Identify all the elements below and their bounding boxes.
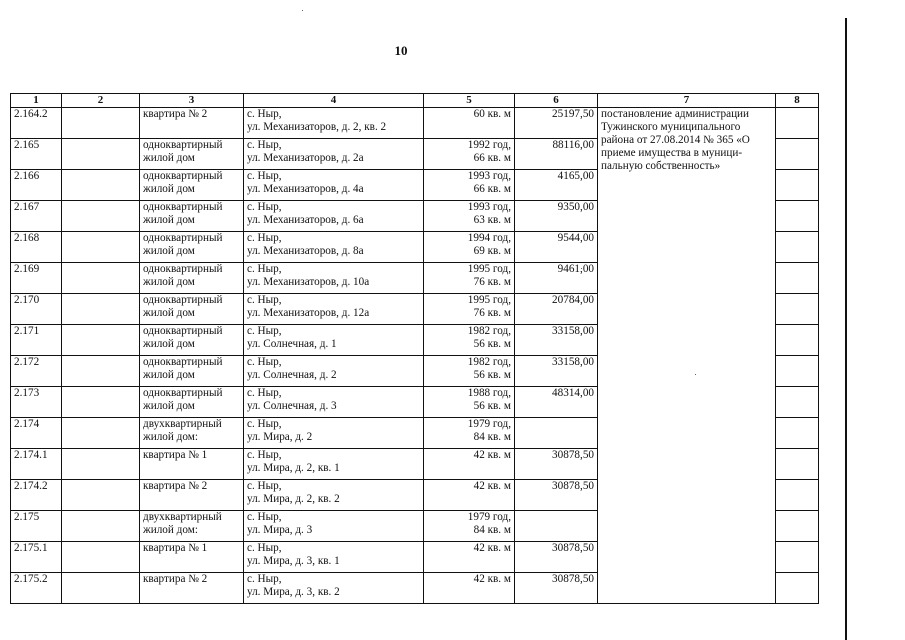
year-area-cell bbox=[424, 201, 515, 232]
cost-cell: 30878,50 bbox=[515, 449, 598, 480]
property-name-cell bbox=[140, 108, 244, 139]
cell-line: 1979 год, bbox=[467, 418, 511, 430]
column-8-cell bbox=[776, 356, 819, 387]
property-name-cell bbox=[140, 170, 244, 201]
item-number-cell: 2.174.2 bbox=[11, 480, 62, 511]
cell-line: с. Ныр, bbox=[247, 387, 282, 399]
column-2-cell bbox=[62, 418, 140, 449]
cell-line: ул. Мира, д. 3, кв. 1 bbox=[247, 555, 340, 567]
item-number-cell: 2.175 bbox=[11, 511, 62, 542]
cell-line: жилой дом bbox=[143, 214, 195, 226]
cell-line: ул. Мира, д. 3, кв. 2 bbox=[247, 586, 340, 598]
year-area-cell bbox=[424, 573, 515, 604]
cell-line: 66 кв. м bbox=[473, 183, 511, 195]
cell-line: 66 кв. м bbox=[473, 152, 511, 164]
column-8-cell bbox=[776, 201, 819, 232]
cell-line: 56 кв. м bbox=[473, 400, 511, 412]
year-area-cell bbox=[424, 418, 515, 449]
column-2-cell bbox=[62, 480, 140, 511]
property-name-cell bbox=[140, 480, 244, 511]
address-cell bbox=[244, 139, 424, 170]
property-name-cell bbox=[140, 263, 244, 294]
cell-line: пальную собственность» bbox=[601, 160, 721, 172]
property-name-cell bbox=[140, 294, 244, 325]
cell-line: одноквартирный bbox=[143, 325, 223, 337]
header-cell: 4 bbox=[244, 94, 424, 108]
cell-line: 56 кв. м bbox=[473, 338, 511, 350]
property-name-cell bbox=[140, 232, 244, 263]
header-row bbox=[11, 94, 819, 108]
address-cell bbox=[244, 511, 424, 542]
cost-cell bbox=[515, 418, 598, 449]
cell-line: 1982 год, bbox=[467, 325, 511, 337]
property-name-cell bbox=[140, 449, 244, 480]
cell-line: 1995 год, bbox=[467, 263, 511, 275]
cost-cell: 9350,00 bbox=[515, 201, 598, 232]
year-area-cell bbox=[424, 449, 515, 480]
cell-line: с. Ныр, bbox=[247, 418, 282, 430]
cell-line: с. Ныр, bbox=[247, 573, 282, 585]
cell-line: Тужинского муниципального bbox=[601, 121, 741, 133]
cell-line: 42 кв. м bbox=[473, 449, 511, 461]
cell-line: с. Ныр, bbox=[247, 108, 282, 120]
cell-line: с. Ныр, bbox=[247, 201, 282, 213]
header-cell: 5 bbox=[424, 94, 515, 108]
property-name-cell bbox=[140, 356, 244, 387]
cell-line: ул. Механизаторов, д. 4а bbox=[247, 183, 364, 195]
cell-line: постановление администрации bbox=[601, 108, 750, 120]
cell-line: с. Ныр, bbox=[247, 542, 282, 554]
header-cell: 7 bbox=[598, 94, 776, 108]
cell-line: ул. Солнечная, д. 2 bbox=[247, 369, 337, 381]
cell-line: ул. Мира, д. 2, кв. 1 bbox=[247, 462, 340, 474]
item-number-cell: 2.169 bbox=[11, 263, 62, 294]
column-2-cell bbox=[62, 325, 140, 356]
cost-cell: 30878,50 bbox=[515, 480, 598, 511]
cell-line: 1995 год, bbox=[467, 294, 511, 306]
property-name-cell bbox=[140, 418, 244, 449]
item-number-cell: 2.174 bbox=[11, 418, 62, 449]
column-2-cell bbox=[62, 387, 140, 418]
cell-line: района от 27.08.2014 № 365 «О bbox=[601, 134, 750, 146]
property-name-cell bbox=[140, 325, 244, 356]
cost-cell: 88116,00 bbox=[515, 139, 598, 170]
cell-line: одноквартирный bbox=[143, 294, 223, 306]
cell-line: 42 кв. м bbox=[473, 542, 511, 554]
cell-line: жилой дом bbox=[143, 400, 195, 412]
cell-line: ул. Мира, д. 2, кв. 2 bbox=[247, 493, 340, 505]
cost-cell: 9544,00 bbox=[515, 232, 598, 263]
cell-line: 76 кв. м bbox=[473, 276, 511, 288]
header-cell: 8 bbox=[776, 94, 819, 108]
cell-line: 1993 год, bbox=[467, 201, 511, 213]
cell-line: одноквартирный bbox=[143, 232, 223, 244]
cell-line: жилой дом bbox=[143, 152, 195, 164]
cell-line: 1982 год, bbox=[467, 356, 511, 368]
cell-line: с. Ныр, bbox=[247, 263, 282, 275]
cell-line: ул. Солнечная, д. 3 bbox=[247, 400, 337, 412]
year-area-cell bbox=[424, 511, 515, 542]
cell-line: 1993 год, bbox=[467, 170, 511, 182]
cell-line: 84 кв. м bbox=[473, 524, 511, 536]
cell-line: жилой дом bbox=[143, 276, 195, 288]
property-name-cell bbox=[140, 201, 244, 232]
item-number-cell: 2.166 bbox=[11, 170, 62, 201]
page-number: 10 bbox=[394, 43, 408, 58]
cell-line: квартира № 2 bbox=[143, 480, 208, 492]
column-8-cell bbox=[776, 232, 819, 263]
address-cell bbox=[244, 325, 424, 356]
cost-cell: 33158,00 bbox=[515, 356, 598, 387]
property-name-cell bbox=[140, 573, 244, 604]
column-8-cell bbox=[776, 449, 819, 480]
cell-line: с. Ныр, bbox=[247, 449, 282, 461]
column-8-cell bbox=[776, 387, 819, 418]
header-cell: 3 bbox=[140, 94, 244, 108]
property-register-table bbox=[10, 93, 819, 604]
cost-cell: 33158,00 bbox=[515, 325, 598, 356]
address-cell bbox=[244, 387, 424, 418]
address-cell bbox=[244, 480, 424, 511]
cell-line: 42 кв. м bbox=[473, 480, 511, 492]
item-number-cell: 2.168 bbox=[11, 232, 62, 263]
year-area-cell bbox=[424, 294, 515, 325]
year-area-cell bbox=[424, 232, 515, 263]
cell-line: 76 кв. м bbox=[473, 307, 511, 319]
item-number-cell: 2.174.1 bbox=[11, 449, 62, 480]
column-8-cell bbox=[776, 325, 819, 356]
item-number-cell: 2.172 bbox=[11, 356, 62, 387]
cell-line: ул. Механизаторов, д. 10а bbox=[247, 276, 370, 288]
item-number-cell: 2.175.1 bbox=[11, 542, 62, 573]
scan-speck bbox=[302, 10, 303, 11]
cell-line: 56 кв. м bbox=[473, 369, 511, 381]
column-8-cell bbox=[776, 294, 819, 325]
header-cell: 6 bbox=[515, 94, 598, 108]
cell-line: одноквартирный bbox=[143, 387, 223, 399]
cell-line: жилой дом bbox=[143, 183, 195, 195]
cost-cell: 9461,00 bbox=[515, 263, 598, 294]
column-8-cell bbox=[776, 170, 819, 201]
cell-line: с. Ныр, bbox=[247, 294, 282, 306]
cost-cell: 20784,00 bbox=[515, 294, 598, 325]
cell-line: ул. Механизаторов, д. 6а bbox=[247, 214, 364, 226]
cell-line: ул. Солнечная, д. 1 bbox=[247, 338, 337, 350]
column-2-cell bbox=[62, 201, 140, 232]
cell-line: одноквартирный bbox=[143, 263, 223, 275]
year-area-cell bbox=[424, 480, 515, 511]
cell-line: 60 кв. м bbox=[473, 108, 511, 120]
cell-line: с. Ныр, bbox=[247, 325, 282, 337]
cell-line: с. Ныр, bbox=[247, 232, 282, 244]
cell-line: 1979 год, bbox=[467, 511, 511, 523]
column-8-cell bbox=[776, 542, 819, 573]
cell-line: квартира № 2 bbox=[143, 573, 208, 585]
cell-line: квартира № 1 bbox=[143, 542, 208, 554]
cell-line: с. Ныр, bbox=[247, 511, 282, 523]
year-area-cell bbox=[424, 325, 515, 356]
cell-line: одноквартирный bbox=[143, 201, 223, 213]
property-name-cell bbox=[140, 542, 244, 573]
column-2-cell bbox=[62, 573, 140, 604]
column-8-cell bbox=[776, 139, 819, 170]
column-2-cell bbox=[62, 449, 140, 480]
column-2-cell bbox=[62, 294, 140, 325]
year-area-cell bbox=[424, 139, 515, 170]
cell-line: с. Ныр, bbox=[247, 356, 282, 368]
cell-line: 1992 год, bbox=[467, 139, 511, 151]
year-area-cell bbox=[424, 170, 515, 201]
address-cell bbox=[244, 108, 424, 139]
column-2-cell bbox=[62, 108, 140, 139]
cell-line: жилой дом bbox=[143, 245, 195, 257]
address-cell bbox=[244, 542, 424, 573]
basis-document-cell bbox=[598, 108, 776, 604]
cell-line: ул. Механизаторов, д. 2а bbox=[247, 152, 364, 164]
cell-line: двухквартирный bbox=[143, 418, 222, 430]
item-number-cell: 2.171 bbox=[11, 325, 62, 356]
column-2-cell bbox=[62, 263, 140, 294]
header-cell: 2 bbox=[62, 94, 140, 108]
cost-cell: 30878,50 bbox=[515, 573, 598, 604]
item-number-cell: 2.164.2 bbox=[11, 108, 62, 139]
cost-cell: 48314,00 bbox=[515, 387, 598, 418]
cell-line: 1988 год, bbox=[467, 387, 511, 399]
property-name-cell bbox=[140, 139, 244, 170]
cell-line: квартира № 2 bbox=[143, 108, 208, 120]
cell-line: ул. Механизаторов, д. 2, кв. 2 bbox=[247, 121, 387, 133]
cost-cell: 4165,00 bbox=[515, 170, 598, 201]
address-cell bbox=[244, 170, 424, 201]
address-cell bbox=[244, 232, 424, 263]
cost-cell bbox=[515, 511, 598, 542]
cell-line: одноквартирный bbox=[143, 139, 223, 151]
year-area-cell bbox=[424, 263, 515, 294]
cell-line: с. Ныр, bbox=[247, 170, 282, 182]
column-8-cell bbox=[776, 480, 819, 511]
cell-line: ул. Мира, д. 2 bbox=[247, 431, 313, 443]
cell-line: 84 кв. м bbox=[473, 431, 511, 443]
table-row bbox=[11, 108, 819, 139]
cell-line: 69 кв. м bbox=[473, 245, 511, 257]
item-number-cell: 2.165 bbox=[11, 139, 62, 170]
property-name-cell bbox=[140, 511, 244, 542]
cell-line: жилой дом bbox=[143, 338, 195, 350]
column-8-cell bbox=[776, 511, 819, 542]
year-area-cell bbox=[424, 387, 515, 418]
column-2-cell bbox=[62, 542, 140, 573]
cell-line: 1994 год, bbox=[467, 232, 511, 244]
address-cell bbox=[244, 449, 424, 480]
address-cell bbox=[244, 201, 424, 232]
address-cell bbox=[244, 418, 424, 449]
cost-cell: 25197,50 bbox=[515, 108, 598, 139]
address-cell bbox=[244, 263, 424, 294]
cell-line: с. Ныр, bbox=[247, 480, 282, 492]
item-number-cell: 2.175.2 bbox=[11, 573, 62, 604]
column-2-cell bbox=[62, 232, 140, 263]
column-8-cell bbox=[776, 108, 819, 139]
cell-line: 42 кв. м bbox=[473, 573, 511, 585]
address-cell bbox=[244, 573, 424, 604]
cell-line: ул. Механизаторов, д. 12а bbox=[247, 307, 370, 319]
header-cell: 1 bbox=[11, 94, 62, 108]
item-number-cell: 2.167 bbox=[11, 201, 62, 232]
column-2-cell bbox=[62, 170, 140, 201]
cell-line: жилой дом: bbox=[143, 524, 198, 536]
column-8-cell bbox=[776, 418, 819, 449]
cell-line: двухквартирный bbox=[143, 511, 222, 523]
scan-edge-line bbox=[845, 18, 847, 640]
column-2-cell bbox=[62, 511, 140, 542]
item-number-cell: 2.173 bbox=[11, 387, 62, 418]
cell-line: с. Ныр, bbox=[247, 139, 282, 151]
cell-line: жилой дом bbox=[143, 369, 195, 381]
cell-line: квартира № 1 bbox=[143, 449, 208, 461]
cell-line: ул. Мира, д. 3 bbox=[247, 524, 313, 536]
year-area-cell bbox=[424, 108, 515, 139]
address-cell bbox=[244, 356, 424, 387]
table-body bbox=[11, 108, 819, 604]
cell-line: одноквартирный bbox=[143, 170, 223, 182]
column-8-cell bbox=[776, 573, 819, 604]
column-2-cell bbox=[62, 139, 140, 170]
cost-cell: 30878,50 bbox=[515, 542, 598, 573]
item-number-cell: 2.170 bbox=[11, 294, 62, 325]
column-8-cell bbox=[776, 263, 819, 294]
property-name-cell bbox=[140, 387, 244, 418]
cell-line: 63 кв. м bbox=[473, 214, 511, 226]
column-2-cell bbox=[62, 356, 140, 387]
cell-line: одноквартирный bbox=[143, 356, 223, 368]
year-area-cell bbox=[424, 542, 515, 573]
year-area-cell bbox=[424, 356, 515, 387]
cell-line: жилой дом bbox=[143, 307, 195, 319]
cell-line: приеме имущества в муници- bbox=[601, 147, 743, 159]
cell-line: ул. Механизаторов, д. 8а bbox=[247, 245, 364, 257]
cell-line: жилой дом: bbox=[143, 431, 198, 443]
address-cell bbox=[244, 294, 424, 325]
